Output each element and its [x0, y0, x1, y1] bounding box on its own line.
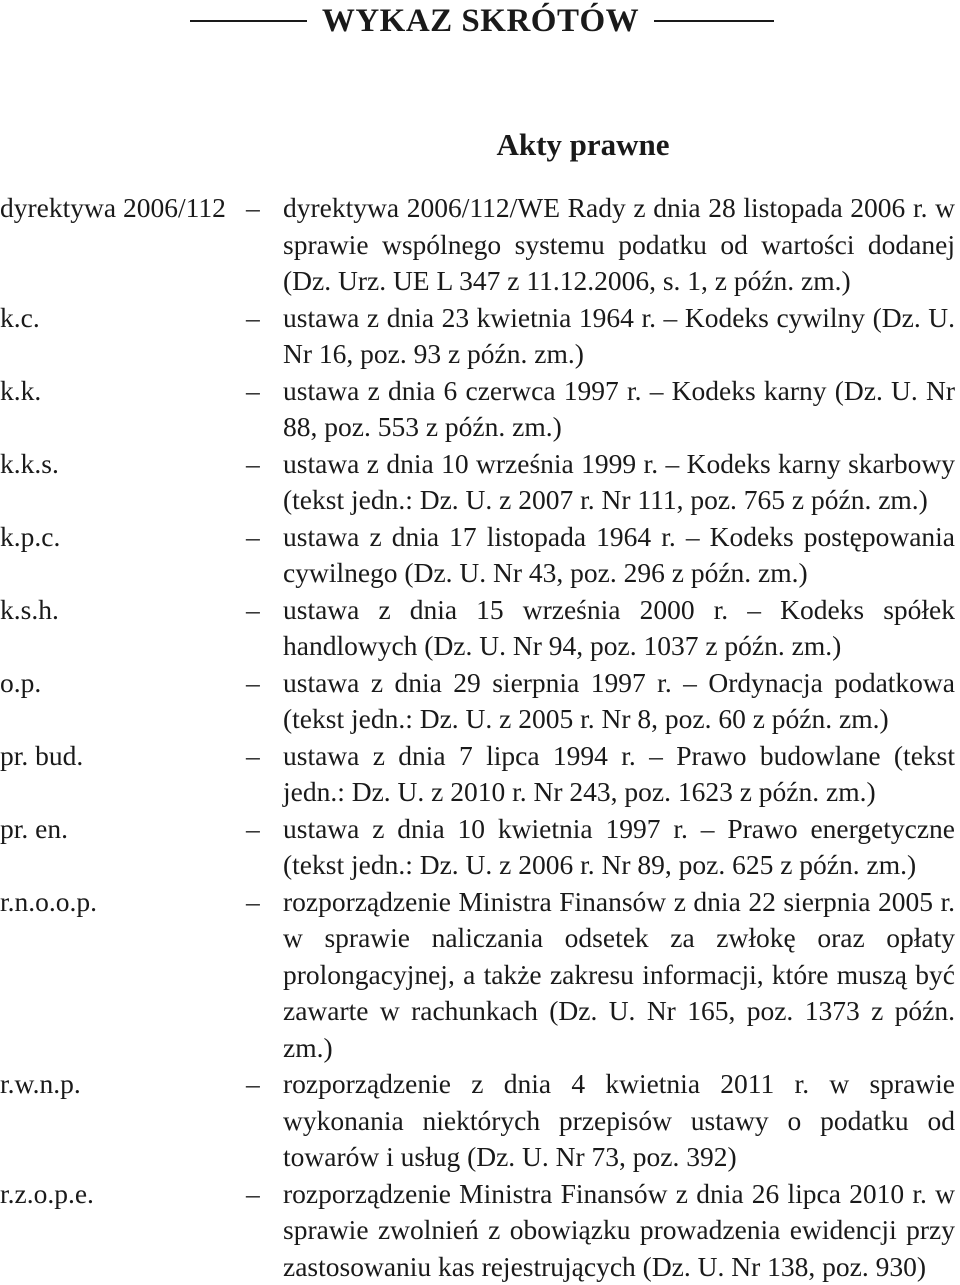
section-heading-text: Akty prawne	[496, 125, 669, 165]
abbreviation-definition: ustawa z dnia 17 listopada 1964 r. – Kodeks postępowania cywilnego (Dz. U. Nr 43, poz. 296 z późn. zm.)	[283, 519, 955, 592]
abbreviation-definition: ustawa z dnia 10 kwietnia 1997 r. – Prawo energetyczne (tekst jedn.: Dz. U. z 2006 r. Nr 89, poz. 625 z późn. zm.)	[283, 811, 955, 884]
abbreviation-term: pr. bud.	[0, 738, 246, 775]
entry-dash: –	[246, 300, 283, 337]
list-item	[0, 190, 960, 300]
list-item	[0, 373, 960, 446]
list-item	[0, 446, 960, 519]
abbreviation-term: k.p.c.	[0, 519, 246, 556]
entry-dash: –	[246, 738, 283, 775]
title-rule-right	[654, 20, 774, 22]
abbreviation-definition: ustawa z dnia 15 września 2000 r. – Kodeks spółek handlowych (Dz. U. Nr 94, poz. 1037 z późn. zm.)	[283, 592, 955, 665]
entry-dash: –	[246, 519, 283, 556]
abbreviation-definition: ustawa z dnia 7 lipca 1994 r. – Prawo budowlane (tekst jedn.: Dz. U. z 2010 r. Nr 243, poz. 1623 z późn. zm.)	[283, 738, 955, 811]
abbreviation-term: r.n.o.o.p.	[0, 884, 246, 921]
entry-dash: –	[246, 1066, 283, 1103]
abbreviation-definition: ustawa z dnia 29 sierpnia 1997 r. – Ordynacja podatkowa (tekst jedn.: Dz. U. z 2005 r. Nr 8, poz. 60 z późn. zm.)	[283, 665, 955, 738]
entry-dash: –	[246, 884, 283, 921]
section-heading	[0, 125, 960, 165]
abbreviation-term: pr. en.	[0, 811, 246, 848]
abbreviation-definition: rozporządzenie Ministra Finansów z dnia 22 sierpnia 2005 r. w sprawie naliczania odsetek za zwłokę oraz opłaty prolongacyjnej, a także zakresu informacji, które muszą być zawarte w rachunkach (Dz. U. Nr 165, poz. 1373 z późn. zm.)	[283, 884, 955, 1067]
list-item	[0, 884, 960, 1067]
abbreviation-definition: rozporządzenie z dnia 4 kwietnia 2011 r. w sprawie wykonania niektórych przepisów ustawy o podatku od towarów i usług (Dz. U. Nr 73, poz. 392)	[283, 1066, 955, 1176]
abbreviation-term: k.k.	[0, 373, 246, 410]
abbreviation-definition: ustawa z dnia 10 września 1999 r. – Kodeks karny skarbowy (tekst jedn.: Dz. U. z 2007 r. Nr 111, poz. 765 z późn. zm.)	[283, 446, 955, 519]
abbreviation-term: k.s.h.	[0, 592, 246, 629]
abbreviation-definition: dyrektywa 2006/112/WE Rady z dnia 28 listopada 2006 r. w sprawie wspólnego systemu podatku od wartości dodanej (Dz. Urz. UE L 347 z 11.12.2006, s. 1, z późn. zm.)	[283, 190, 955, 300]
entry-dash: –	[246, 592, 283, 629]
page-title: WYKAZ SKRÓTÓW	[307, 0, 654, 42]
abbreviation-term: k.c.	[0, 300, 246, 337]
abbreviation-term: dyrektywa 2006/112	[0, 190, 246, 227]
list-item	[0, 300, 960, 373]
list-item	[0, 592, 960, 665]
list-item	[0, 738, 960, 811]
entry-dash: –	[246, 811, 283, 848]
abbreviation-list	[0, 190, 960, 1285]
entry-dash: –	[246, 446, 283, 483]
abbreviation-term: r.z.o.p.e.	[0, 1176, 246, 1213]
abbreviation-term: k.k.s.	[0, 446, 246, 483]
list-item	[0, 665, 960, 738]
entry-dash: –	[246, 665, 283, 702]
list-item	[0, 811, 960, 884]
title-rule-left	[190, 20, 307, 22]
page-header	[0, 0, 960, 44]
abbreviation-definition: rozporządzenie Ministra Finansów z dnia 26 lipca 2010 r. w sprawie zwolnień z obowiązku prowadzenia ewidencji przy zastosowaniu kas rejestrujących (Dz. U. Nr 138, poz. 930)	[283, 1176, 955, 1285]
entry-dash: –	[246, 373, 283, 410]
abbreviation-definition: ustawa z dnia 6 czerwca 1997 r. – Kodeks karny (Dz. U. Nr 88, poz. 553 z późn. zm.)	[283, 373, 955, 446]
abbreviation-term: r.w.n.p.	[0, 1066, 246, 1103]
entry-dash: –	[246, 190, 283, 227]
abbreviation-definition: ustawa z dnia 23 kwietnia 1964 r. – Kodeks cywilny (Dz. U. Nr 16, poz. 93 z późn. zm.)	[283, 300, 955, 373]
list-item	[0, 1066, 960, 1176]
entry-dash: –	[246, 1176, 283, 1213]
list-item	[0, 519, 960, 592]
list-item	[0, 1176, 960, 1285]
abbreviation-term: o.p.	[0, 665, 246, 702]
